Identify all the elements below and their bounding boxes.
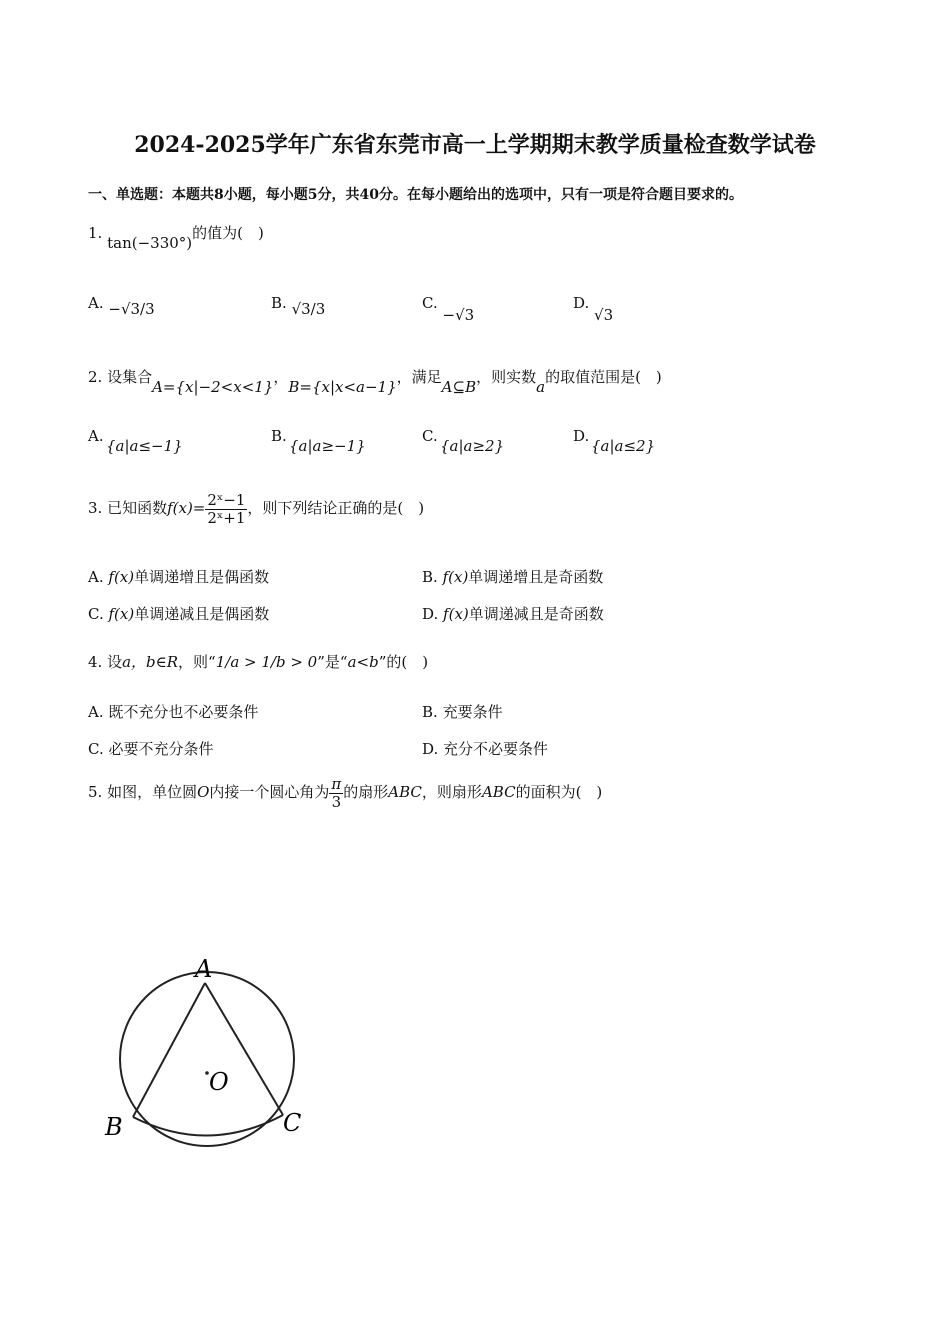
q5-sector-2: ABC: [481, 783, 516, 801]
q2-option-d[interactable]: [573, 427, 656, 463]
q4-option-b[interactable]: [422, 701, 503, 722]
q3-a-label: A.: [88, 568, 104, 586]
q2-number: 2. 设集合: [88, 368, 153, 386]
q2-condition: A⊆B: [441, 378, 477, 396]
q4-condition-2: a<b: [347, 653, 379, 671]
q2-tail-prefix: ，则实数: [476, 368, 537, 386]
q2-tail: 的取值范围是( ): [545, 368, 662, 386]
q2-d-value: {a|a≤2}: [591, 437, 656, 455]
q2-option-b[interactable]: [271, 427, 366, 463]
q5-stem-4: 的面积为( ): [515, 783, 603, 801]
q4-a-label: A.: [88, 703, 104, 721]
q1-option-a[interactable]: [88, 294, 155, 318]
q2-b-value: {a|a≥−1}: [289, 437, 366, 455]
q3-d-func: f(x): [443, 605, 469, 623]
q4-d-text: 充分不必要条件: [443, 740, 549, 758]
arc-bc: [133, 1115, 283, 1136]
question-2: 2. 设集合A={x|−2<x<1}，B={x|x<a−1}，满足A⊆B，则实数a的取值范围是( ): [88, 368, 662, 396]
q1-option-d[interactable]: [573, 294, 614, 324]
label-b: B: [105, 1113, 123, 1141]
q5-stem-2: 的扇形: [343, 783, 389, 801]
q3-option-c[interactable]: [88, 603, 269, 624]
q3-b-func: f(x): [442, 568, 469, 586]
q3-option-a[interactable]: [88, 566, 269, 587]
q2-b-label: B.: [271, 427, 287, 445]
q1-a-value: −√3/3: [108, 300, 155, 318]
q5-angle-num: π: [331, 775, 342, 793]
q4-c-text: 必要不充分条件: [108, 740, 214, 758]
q3-b-text: 单调递增且是奇函数: [468, 568, 604, 586]
q3-b-label: B.: [422, 568, 438, 586]
segment-ab: [133, 983, 205, 1117]
q3-stem: ，则下列结论正确的是( ): [247, 499, 425, 517]
q2-option-c[interactable]: [422, 427, 505, 463]
question-4: [88, 651, 428, 672]
circle-sector-figure: [95, 945, 325, 1175]
q1-expression: tan(−330°): [107, 234, 193, 252]
q4-mid: ”是“: [317, 653, 348, 671]
q2-set-a: A={x|−2<x<1}: [152, 378, 274, 396]
q4-b-label: B.: [422, 703, 438, 721]
q1-d-label: D.: [573, 294, 590, 312]
q2-a-value: {a|a≤−1}: [106, 437, 183, 455]
q2-set-b: B={x|x<a−1}: [288, 378, 397, 396]
q3-d-text: 单调递减且是奇函数: [468, 605, 604, 623]
page-title: 2024-2025学年广东省东莞市高一上学期期末教学质量检查数学试卷: [134, 132, 816, 158]
unit-circle: [120, 972, 294, 1146]
q4-c-label: C.: [88, 740, 104, 758]
q1-number: 1.: [88, 224, 103, 242]
q3-d-label: D.: [422, 605, 439, 623]
q3-fraction: [205, 492, 247, 526]
question-3: [88, 492, 424, 526]
q4-number: 4. 设: [88, 653, 123, 671]
q5-stem-3: ，则扇形: [421, 783, 482, 801]
q1-stem: 的值为( ): [192, 224, 264, 242]
q5-number: 5. 如图，单位圆: [88, 783, 198, 801]
q2-option-a[interactable]: [88, 427, 183, 463]
question-5: [88, 776, 602, 810]
q4-tail: ”的( ): [378, 653, 429, 671]
q5-stem-1: 内接一个圆心角为: [209, 783, 330, 801]
q3-c-label: C.: [88, 605, 104, 623]
q5-angle-den: 3: [331, 792, 342, 811]
q2-c-label: C.: [422, 427, 438, 445]
q4-b-text: 充要条件: [442, 703, 503, 721]
q2-variable: a: [536, 378, 546, 396]
q4-option-c[interactable]: [88, 738, 214, 759]
q1-a-label: A.: [88, 294, 104, 312]
q4-condition-1: 1/a > 1/b > 0: [215, 653, 318, 671]
label-c: C: [283, 1109, 302, 1137]
q4-a-text: 既不充分也不必要条件: [108, 703, 259, 721]
q1-option-c[interactable]: [422, 294, 475, 324]
section-heading: 一、单选题：本题共8小题，每小题5分，共40分。在每小题给出的选项中，只有一项是符合题目要求的。: [88, 187, 743, 203]
q3-option-d[interactable]: [422, 603, 604, 624]
q4-variables: a，b∈R: [122, 653, 179, 671]
q3-function-name: f(x)=: [167, 499, 206, 517]
label-o: O: [209, 1068, 229, 1096]
label-a: A: [195, 955, 213, 983]
q3-option-b[interactable]: [422, 566, 603, 587]
q4-option-a[interactable]: [88, 701, 258, 722]
q3-a-text: 单调递增且是偶函数: [134, 568, 270, 586]
q1-b-value: √3/3: [291, 300, 326, 318]
q5-sector: ABC: [388, 783, 422, 801]
q3-a-func: f(x): [108, 568, 135, 586]
q3-numerator: 2ˣ−1: [207, 491, 246, 509]
q1-c-value: −√3: [442, 306, 475, 324]
q5-center: O: [197, 783, 210, 801]
q4-then: ，则“: [178, 653, 216, 671]
q4-option-d[interactable]: [422, 738, 548, 759]
q3-number: 3. 已知函数: [88, 499, 168, 517]
q5-angle: [329, 776, 343, 810]
q1-b-label: B.: [271, 294, 287, 312]
q3-c-func: f(x): [108, 605, 135, 623]
q1-c-label: C.: [422, 294, 438, 312]
q1-d-value: √3: [594, 306, 614, 324]
q1-option-b[interactable]: [271, 294, 326, 318]
question-1: [88, 222, 264, 252]
q4-d-label: D.: [422, 740, 439, 758]
q2-d-label: D.: [573, 427, 590, 445]
q2-cond-prefix: ，满足: [396, 368, 442, 386]
q3-denominator: 2ˣ+1: [207, 508, 246, 527]
q3-c-text: 单调递减且是偶函数: [134, 605, 270, 623]
q2-c-value: {a|a≥2}: [440, 437, 505, 455]
q2-a-label: A.: [88, 427, 104, 445]
